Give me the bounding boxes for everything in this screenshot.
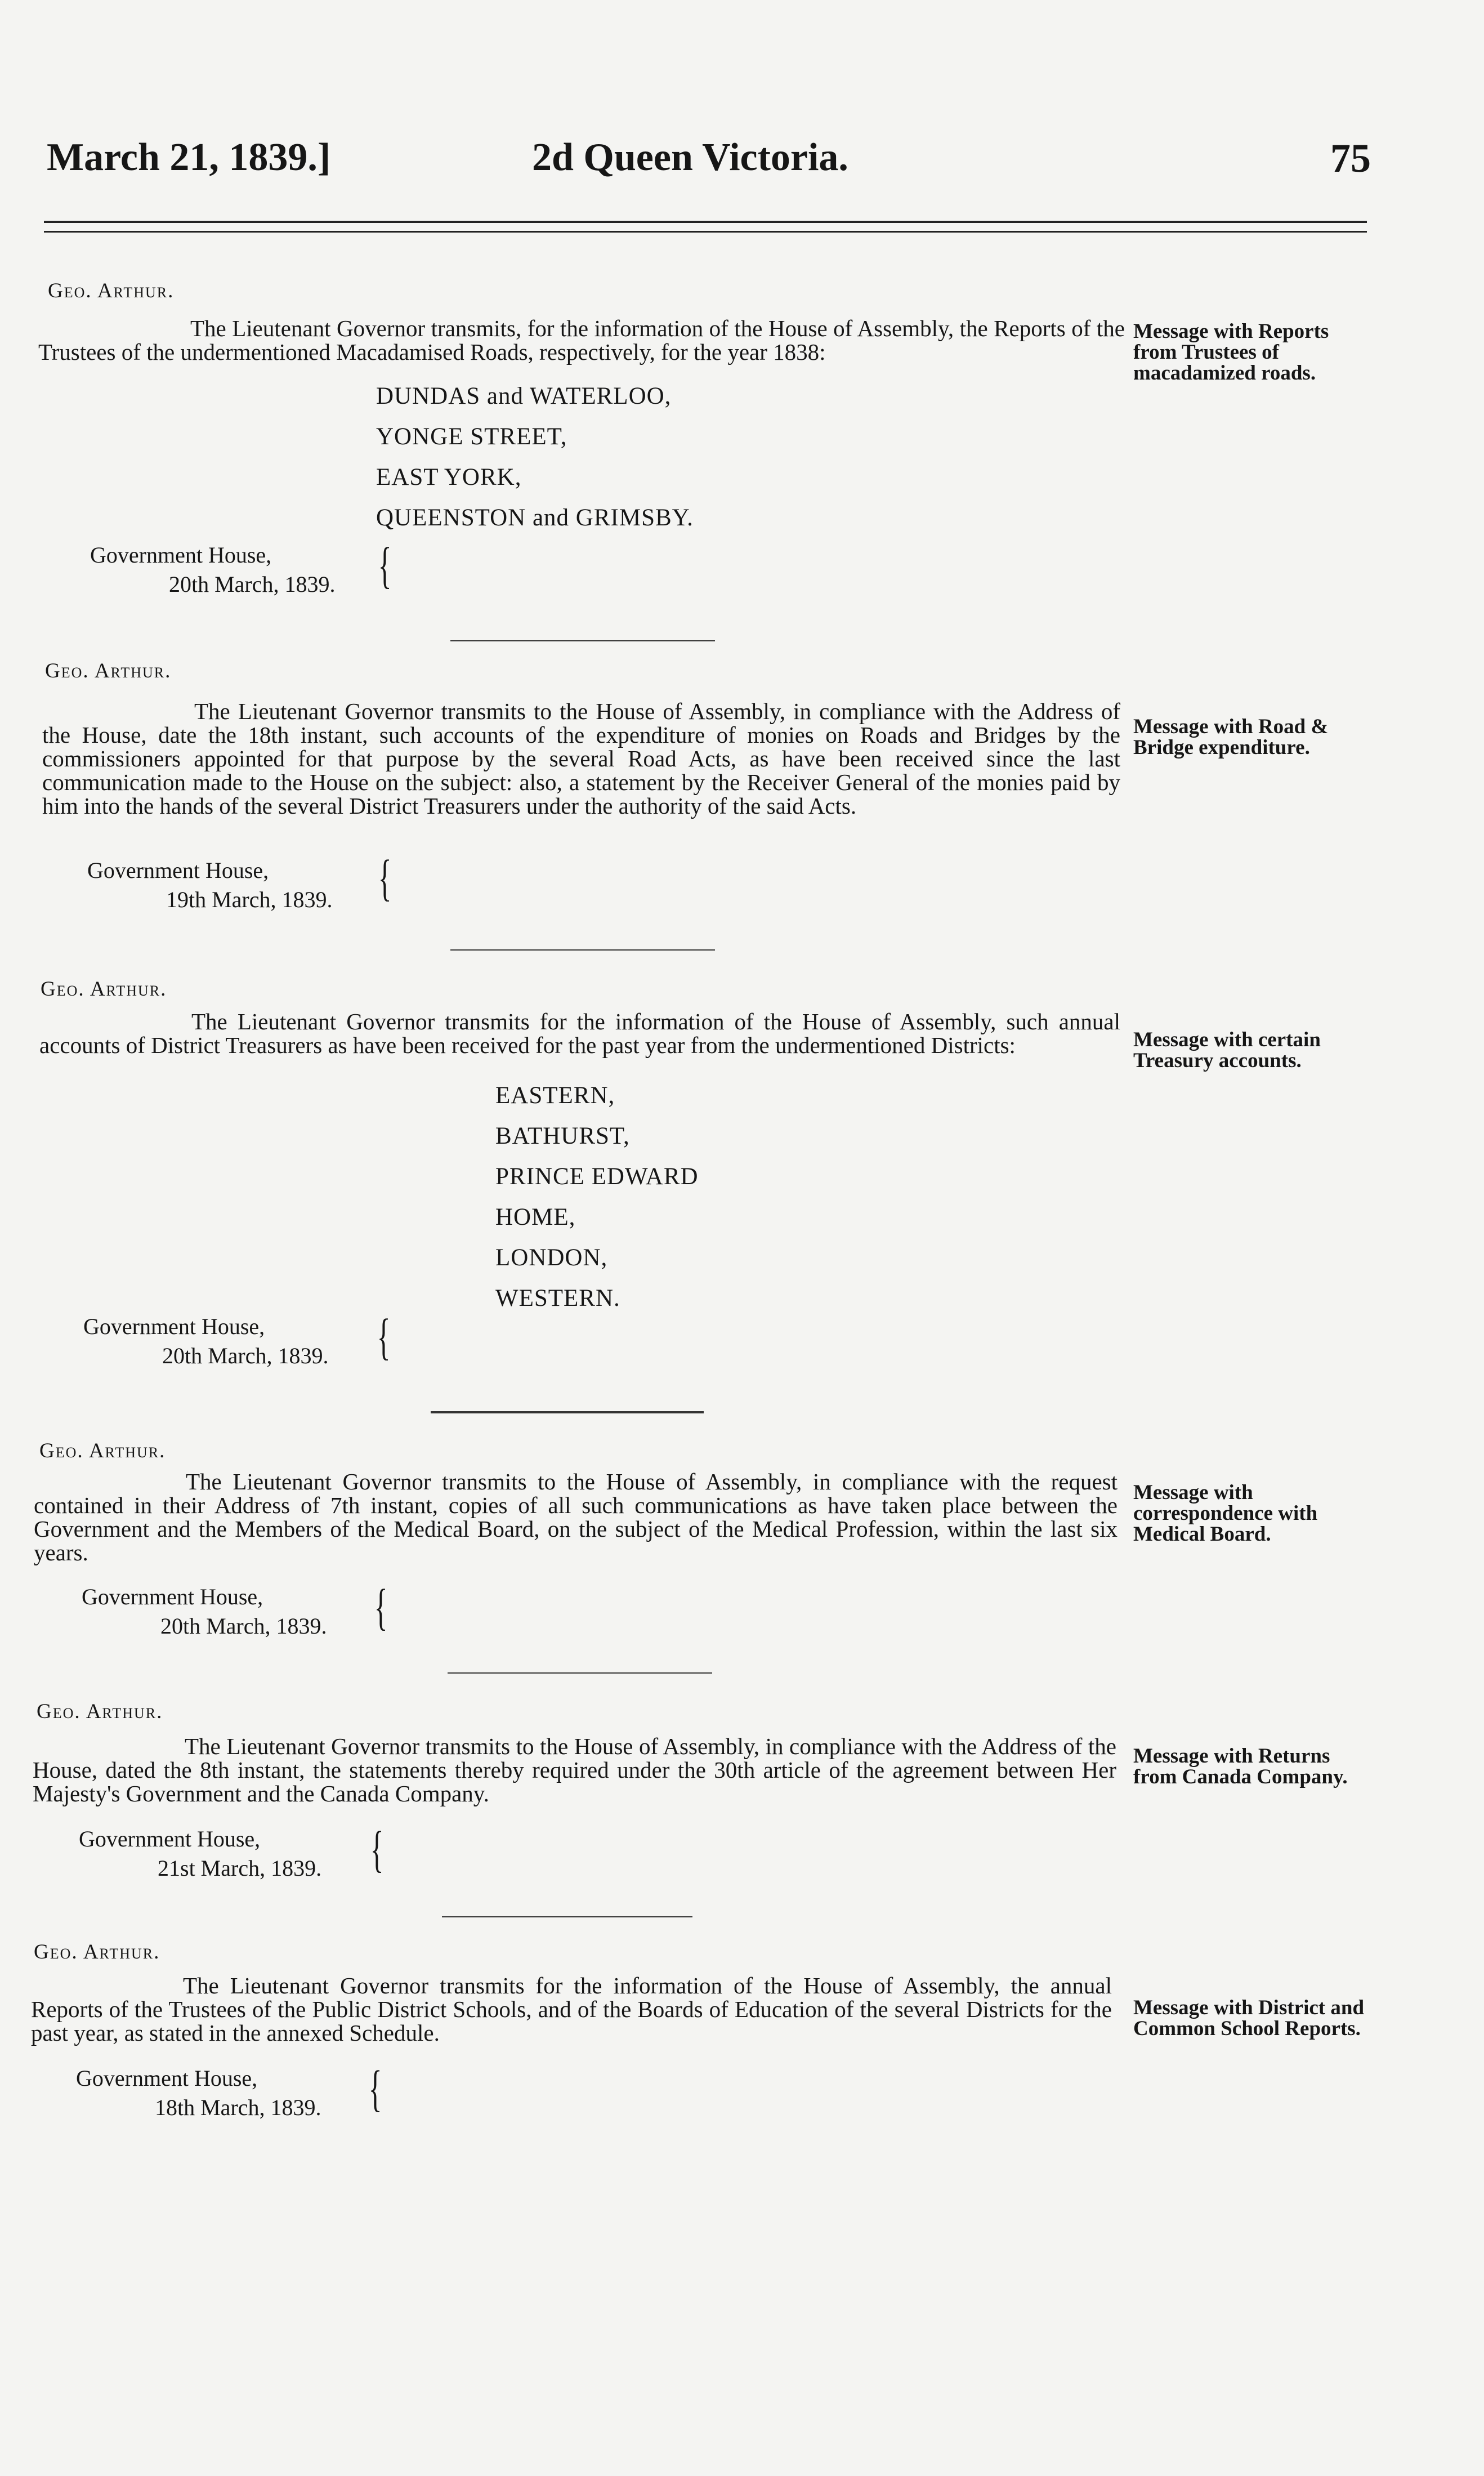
place: Government House, <box>79 1826 261 1852</box>
date: 21st March, 1839. <box>158 1855 322 1881</box>
section-divider <box>450 949 715 951</box>
road-list <box>376 376 694 538</box>
header-rule <box>44 221 1367 223</box>
message-text: The Lieutenant Governor transmits to the House of Assembly, in compliance with the Address of the House, dated the 8th instant, the statements thereby required under the 30th article of the agreement between Her Majesty's Government and the Canada Company. <box>33 1733 1116 1806</box>
signature: Geo. Arthur. <box>39 1439 166 1462</box>
margin-note: Message with certain Treasury accounts. <box>1133 1028 1321 1072</box>
place: Government House, <box>76 2065 258 2091</box>
list-item: WESTERN. <box>495 1285 620 1311</box>
message-text: The Lieutenant Governor transmits for the information of the House of Assembly, such annual accounts of District Treasurers as have been received for the past year from the undermentioned Districts: <box>39 1009 1120 1058</box>
list-item: PRINCE EDWARD <box>495 1163 699 1190</box>
header-reign: 2d Queen Victoria. <box>532 136 848 179</box>
section-divider <box>450 640 715 641</box>
place: Government House, <box>82 1584 263 1609</box>
list-item: BATHURST, <box>495 1123 630 1149</box>
signature: Geo. Arthur. <box>34 1940 160 1964</box>
signature: Geo. Arthur. <box>48 279 175 302</box>
list-item: EAST YORK, <box>376 464 522 490</box>
place: Government House, <box>83 1314 265 1339</box>
margin-note: Message with District and Common School Reports. <box>1133 1996 1365 2040</box>
brace-icon: { <box>378 538 392 594</box>
margin-note: Message with Reports from Trustees of macadamized roads. <box>1133 320 1329 385</box>
message-text: The Lieutenant Governor transmits, for the information of the House of Assembly, the Reports of the Trustees of the undermentioned Macadamised Roads, respectively, for the year 1838: <box>38 315 1125 365</box>
brace-icon: { <box>378 850 392 906</box>
list-item: QUEENSTON and GRIMSBY. <box>376 505 694 531</box>
brace-icon: { <box>368 2061 382 2117</box>
brace-icon: { <box>374 1580 388 1635</box>
list-item: DUNDAS and WATERLOO, <box>376 383 672 409</box>
section-divider <box>448 1672 712 1674</box>
date: 20th March, 1839. <box>169 572 336 597</box>
section-divider <box>442 1916 692 1917</box>
brace-icon: { <box>377 1309 391 1365</box>
page-number: 75 <box>1330 136 1371 181</box>
margin-note: Message with Returns from Canada Company. <box>1133 1745 1348 1788</box>
district-list <box>495 1076 699 1319</box>
government-house-dateline <box>82 1582 327 1641</box>
date: 20th March, 1839. <box>160 1613 327 1639</box>
date: 19th March, 1839. <box>166 887 333 912</box>
government-house-dateline <box>79 1824 321 1883</box>
list-item: LONDON, <box>495 1244 608 1271</box>
margin-note: Message with correspondence with Medical Board. <box>1133 1481 1318 1546</box>
brace-icon: { <box>370 1822 384 1877</box>
place: Government House, <box>87 858 269 883</box>
header-rule-double <box>44 231 1367 233</box>
date: 18th March, 1839. <box>155 2095 321 2120</box>
list-item: EASTERN, <box>495 1082 615 1109</box>
government-house-dateline <box>90 541 336 599</box>
header-date: March 21, 1839.] <box>47 136 331 179</box>
signature: Geo. Arthur. <box>41 978 167 1001</box>
government-house-dateline <box>83 1312 329 1371</box>
government-house-dateline <box>76 2064 321 2122</box>
message-text: The Lieutenant Governor transmits to the House of Assembly, in compliance with the request contained in their Address of 7th instant, copies of all such communications as have taken place between the Government and the Members of the Medical Board, on the subject of the Medical Profession, within the last six years. <box>34 1469 1118 1565</box>
margin-note: Message with Road & Bridge expenditure. <box>1133 715 1329 759</box>
signature: Geo. Arthur. <box>45 659 172 682</box>
date: 20th March, 1839. <box>162 1343 329 1368</box>
place: Government House, <box>90 542 272 568</box>
list-item: HOME, <box>495 1204 576 1230</box>
message-text: The Lieutenant Governor transmits for the information of the House of Assembly, the annual Reports of the Trustees of the Public District Schools, and of the Boards of Education of the several Districts for the past year, as stated in the annexed Schedule. <box>31 1973 1112 2046</box>
government-house-dateline <box>87 856 333 914</box>
message-text: The Lieutenant Governor transmits to the House of Assembly, in compliance with the Address of the House, date the 18th instant, such accounts of the expenditure of monies on Roads and Bridges by the commissioners appointed for that purpose by the several Road Acts, as have been received since the last communication made to the House on the subject: also, a statement by the Receiver General of the monies paid by him into the hands of the several District Treasurers under the authority of the said Acts. <box>42 698 1120 819</box>
section-divider <box>431 1411 704 1413</box>
signature: Geo. Arthur. <box>37 1700 163 1723</box>
list-item: YONGE STREET, <box>376 423 567 450</box>
